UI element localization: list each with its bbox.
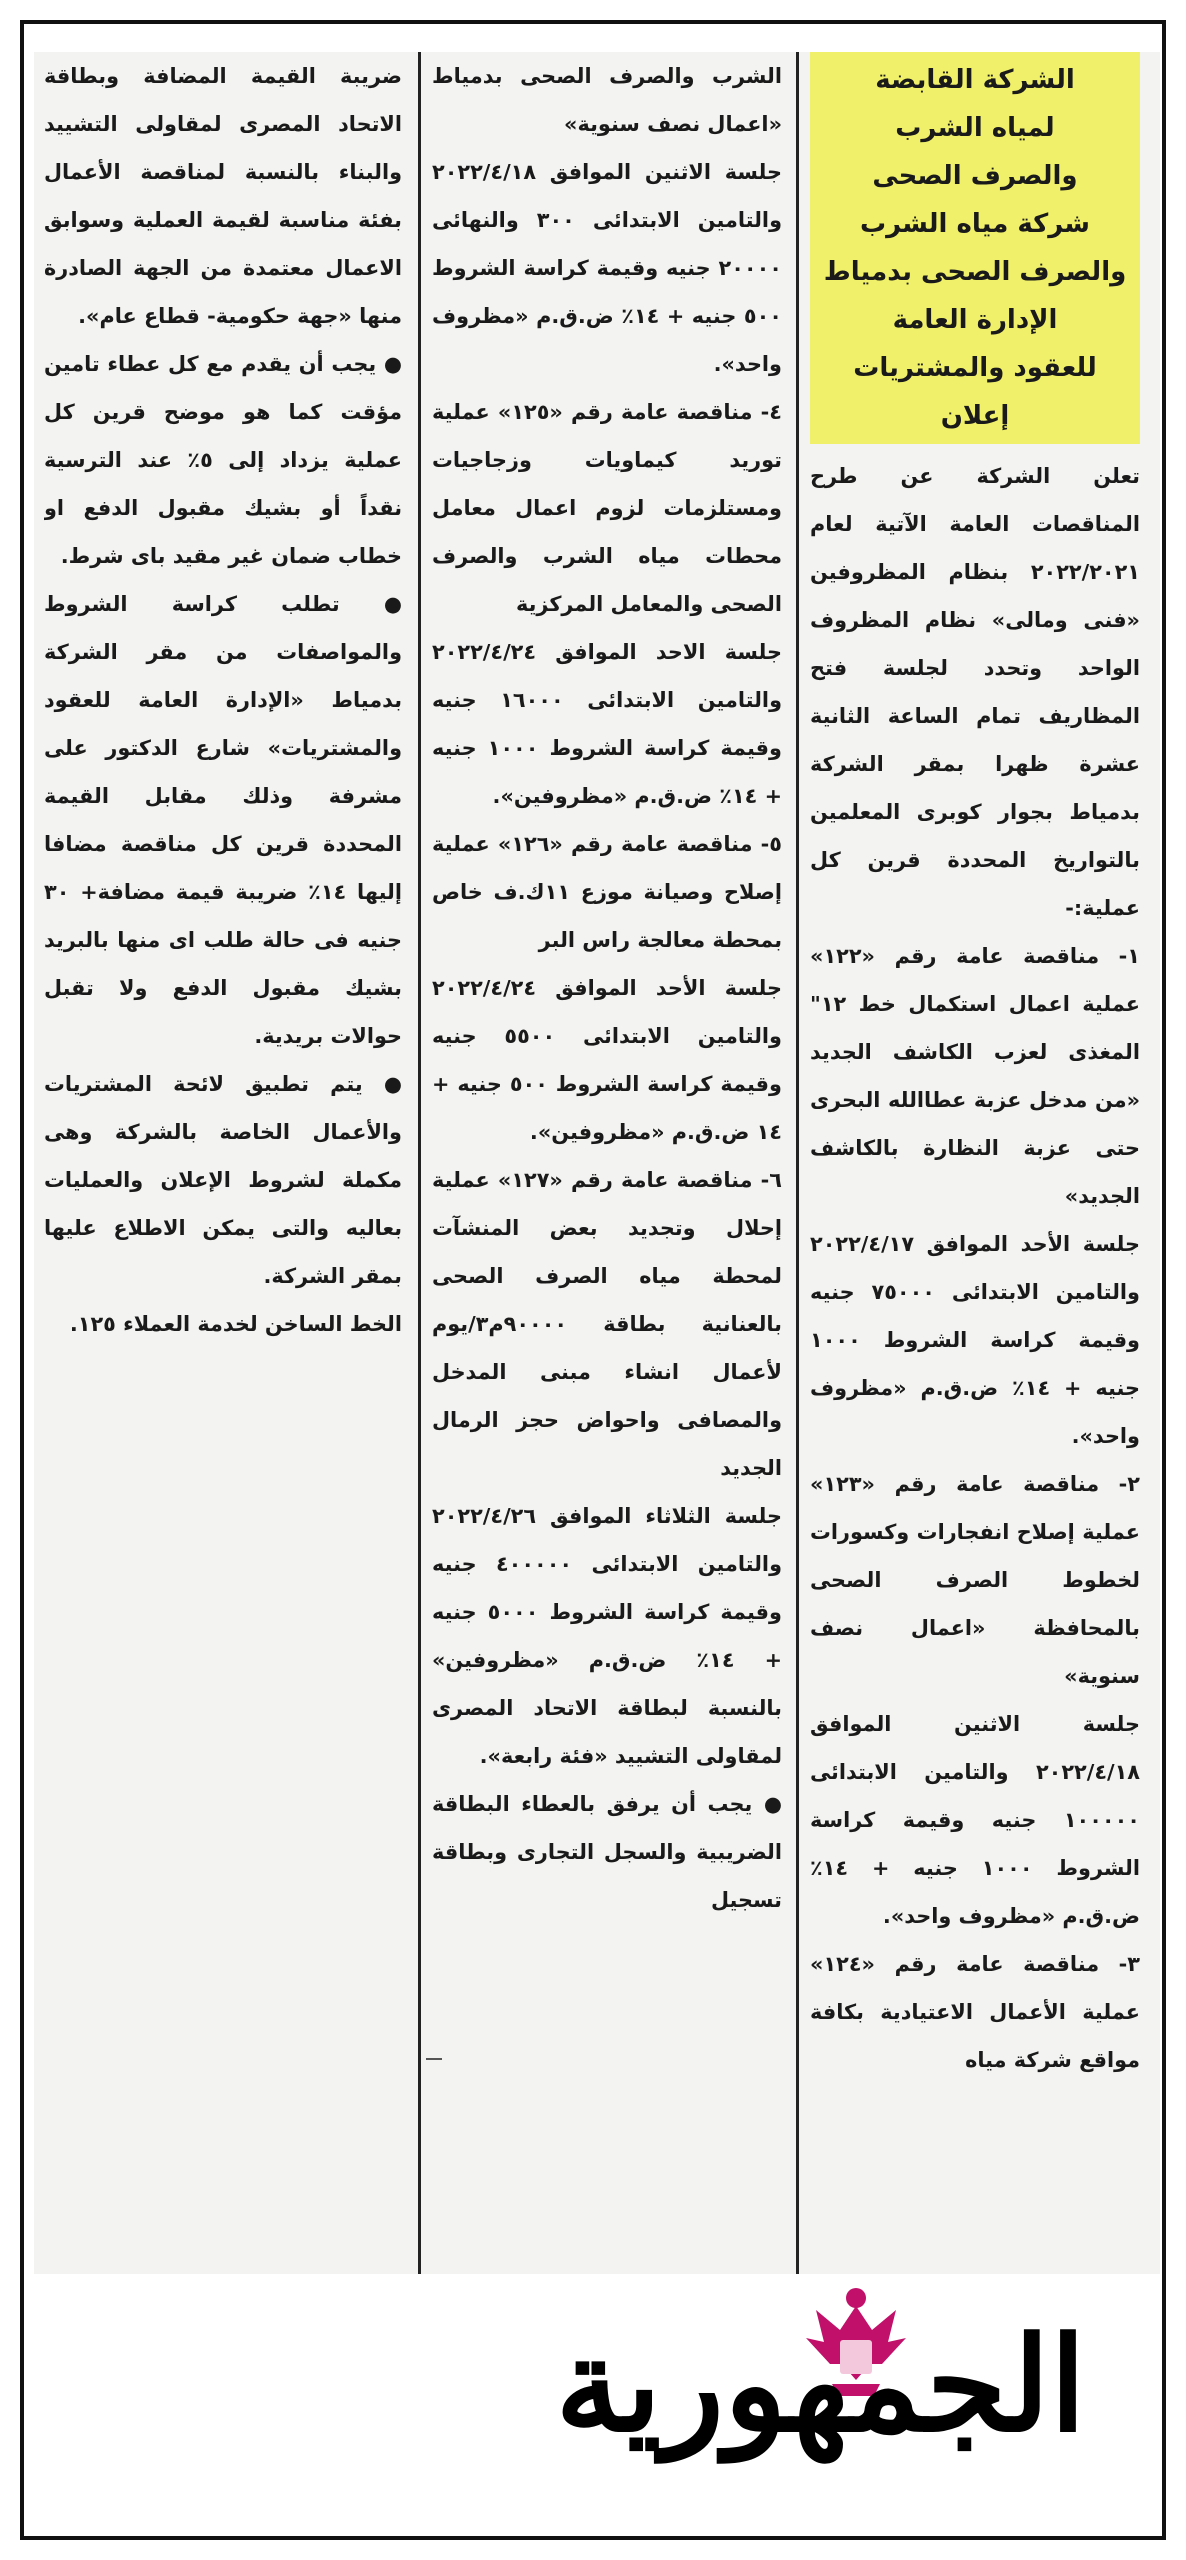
tender-item: ٤- مناقصة عامة رقم «١٢٥» عملية توريد كيماويات وزجاجيات ومستلزمات لزوم اعمال معامل محطات مياه الشرب والصرف الصحى والمعامل المركزية xyxy=(432,400,782,616)
headline-line: شركة مياه الشرب xyxy=(860,209,1090,239)
tender-session: جلسة الأحد الموافق ٢٠٢٢/٤/٢٤ والتامين الابتدائى ٥٥٠٠ جنيه وقيمة كراسة الشروط ٥٠٠ جنيه + ١٤ ض.ق.م «مظروفين». xyxy=(432,976,782,1144)
newspaper-logo xyxy=(555,2280,1086,2480)
note-paragraph: ● يجب أن يرفق بالعطاء البطاقة الضريبية والسجل التجارى وبطاقة تسجيل xyxy=(432,1792,782,1912)
tender-item: ٢- مناقصة عامة رقم «١٢٣» عملية إصلاح انفجارات وكسورات لخطوط الصرف الصحى بالمحافظة «اعمال نصف سنوية» xyxy=(810,1472,1140,1688)
headline-line: لمياه الشرب xyxy=(895,113,1055,143)
headline-line: والصرف الصحى xyxy=(872,161,1078,191)
headline-line: الإدارة العامة xyxy=(892,305,1058,335)
tender-item: ١- مناقصة عامة رقم «١٢٢» عملية اعمال استكمال خط ١٢" المغذى لعزب الكاشف الجديد «من مدخل عزبة عطاالله البحرى حتى عزبة النظارة بالكاشف الجديد» xyxy=(810,944,1140,1208)
tender-item: ٦- مناقصة عامة رقم «١٢٧» عملية إحلال وتجديد بعض المنشآت لمحطة مياه الصرف الصحى بالعنانية بطاقة ٩٠٠٠٠م٣/يوم لأعمال انشاء مبنى المدخل والمصافى واحواض حجز الرمال الجديد xyxy=(432,1168,782,1480)
page-frame xyxy=(20,20,1166,2540)
tender-session: جلسة الاثنين الموافق ٢٠٢٢/٤/١٨ والتامين الابتدائى ٣٠٠ والنهائى ٢٠٠٠٠ جنيه وقيمة كراسة الشروط ٥٠٠ جنيه + ١٤٪ ض.ق.م «مظروف واحد». xyxy=(432,160,782,376)
announcement-headline xyxy=(810,52,1140,444)
column-left xyxy=(44,52,402,1922)
column-divider xyxy=(418,52,421,2274)
note-paragraph: ● يجب أن يقدم مع كل عطاء تامين مؤقت كما هو موضح قرين كل عملية يزداد إلى ٥٪ عند الترسية نقداً أو بشيك مقبول الدفع او خطاب ضمان غير مقيد باى شرط. xyxy=(44,352,402,568)
tender-session: جلسة الاثنين الموافق ٢٠٢٢/٤/١٨ والتامين الابتدائى ١٠٠٠٠٠ جنيه وقيمة كراسة الشروط ١٠٠٠ جنيه + ١٤٪ ض.ق.م «مظروف واحد». xyxy=(810,1712,1140,1928)
headline-line: والصرف الصحى بدمياط xyxy=(823,257,1127,287)
note-paragraph: ● يتم تطبيق لائحة المشتريات والأعمال الخاصة بالشركة وهى مكملة لشروط الإعلان والعمليات بعاليه والتى يمكن الاطلاع عليها بمقر الشركة. xyxy=(44,1072,402,1288)
hotline-text: الخط الساخن لخدمة العملاء ١٢٥. xyxy=(69,1312,402,1336)
note-paragraph: ضريبة القيمة المضافة وبطاقة الاتحاد المصرى لمقاولى التشييد والبناء بالنسبة لمناقصة الأعمال بفئة مناسبة لقيمة العملية وسوابق الاعمال معتمدة من الجهة الصادرة منها «جهة حكومية- قطاع عام». xyxy=(44,64,402,328)
headline-line: إعلان xyxy=(940,401,1010,431)
tender-session: جلسة الثلاثاء الموافق ٢٠٢٢/٤/٢٦ والتامين الابتدائى ٤٠٠٠٠٠ جنيه وقيمة كراسة الشروط ٥٠٠٠ جنيه + ١٤٪ ض.ق.م «مظروفين» بالنسبة لبطاقة الاتحاد المصرى لمقاولى التشييد «فئة رابعة». xyxy=(432,1504,782,1768)
tender-session: جلسة الأحد الموافق ٢٠٢٢/٤/١٧ والتامين الابتدائى ٧٥٠٠٠ جنيه وقيمة كراسة الشروط ١٠٠٠ جنيه + ١٤٪ ض.ق.م «مظروف واحد». xyxy=(810,1232,1140,1448)
tender-item: ٥- مناقصة عامة رقم «١٢٦» عملية إصلاح وصيانة موزع ١١ك.ف خاص بمحطة معالجة راس البر xyxy=(432,832,782,952)
tender-item: الشرب والصرف الصحى بدمياط «اعمال نصف سنوية» xyxy=(432,64,782,136)
column-right xyxy=(810,52,1140,2274)
column-divider xyxy=(796,52,799,2274)
intro-paragraph: تعلن الشركة عن طرح المناقصات العامة الآتية لعام ٢٠٢٢/٢٠٢١ بنظام المظروفين «فنى ومالى» نظام المظروف الواحد وتحدد لجلسة فتح المظاريف تمام الساعة الثانية عشرة ظهرا بمقر الشركة بدمياط بجوار كوبرى المعلمين بالتواريخ المحددة قرين كل عملية:- xyxy=(810,464,1140,920)
tender-session: جلسة الاحد الموافق ٢٠٢٢/٤/٢٤ والتامين الابتدائى ١٦٠٠٠ جنيه وقيمة كراسة الشروط ١٠٠٠ جنيه + ١٤٪ ض.ق.م «مظروفين». xyxy=(432,640,782,808)
column-middle xyxy=(432,52,782,2274)
newspaper-clipping xyxy=(34,52,1160,2274)
tender-item: ٣- مناقصة عامة رقم «١٢٤» عملية الأعمال الاعتيادية بكافة مواقع شركة مياه xyxy=(810,1952,1140,2072)
note-paragraph: ● تطلب كراسة الشروط والمواصفات من مقر الشركة بدمياط «الإدارة العامة للعقود والمشتريات» شارع الدكتور على مشرفة وذلك مقابل القيمة المحددة قرين كل مناقصة مضافا إليها ١٤٪ ضريبة قيمة مضافة+ ٣٠ جنيه فى حالة طلب اى منها بالبريد بشيك مقبول الدفع ولا تقبل حوالات بريدية. xyxy=(44,592,402,1048)
headline-line: للعقود والمشتريات xyxy=(853,353,1097,383)
headline-line: الشركة القابضة xyxy=(875,65,1075,95)
separator-dash xyxy=(426,2058,442,2060)
logo-wordmark: الجمهورية xyxy=(555,2308,1086,2461)
